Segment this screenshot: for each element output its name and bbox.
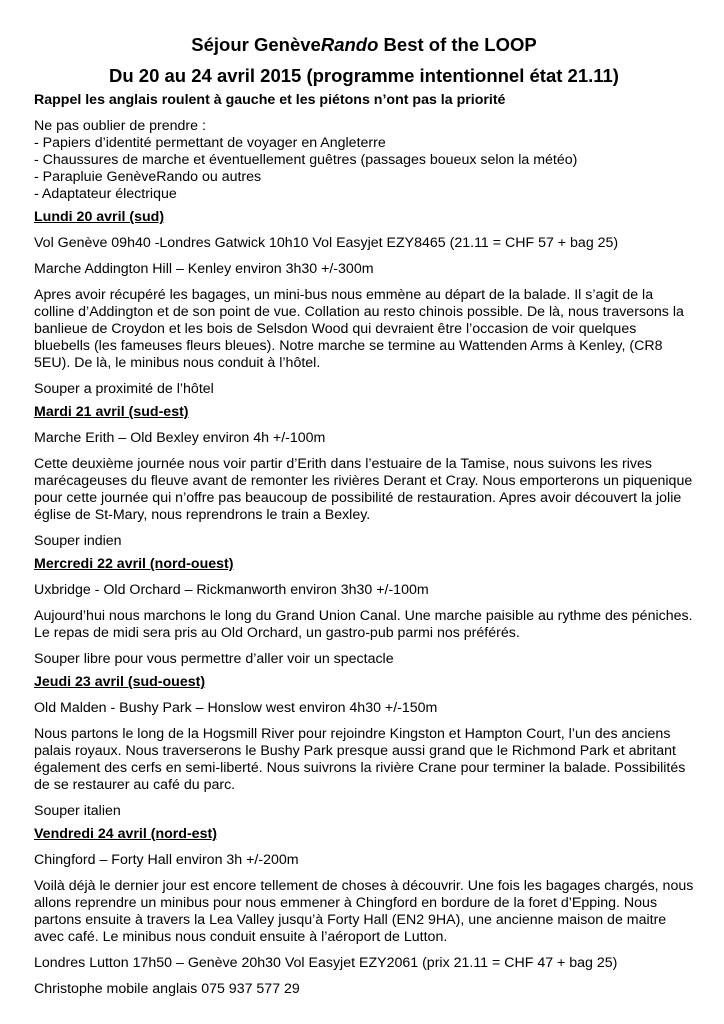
title-prefix: Séjour Genève	[191, 34, 321, 55]
day-description: Voilà déjà le dernier jour est encore tellement de choses à découvrir. Une fois les bagages chargés, nous allons reprendre un minibus pour nous emmener à Chingford en bordure de la foret d’Epping. Nous partons ensuite à travers la Lea Valley jusqu’à Forty Hall (EN2 9HA), une ancienne maison de maitre avec café. Le minibus nous conduit ensuite à l’aéroport de Lutton.	[34, 878, 694, 945]
contact-info: Christophe mobile anglais 075 937 577 29	[34, 981, 300, 997]
hike-info: Old Malden - Bushy Park – Honslow west environ 4h30 +/-150m	[34, 700, 438, 716]
day-description: Cette deuxième journée nous voir partir d’Erith dans l’estuaire de la Tamise, nous suivons les rives marécageuses du fleuve avant de remonter les rivières Derant et Cray. Nous emporterons un piquenique pour cette journée qui n’offre pas beaucoup de possibilité de restauration. Apres avoir découvert la jolie église de St-Mary, nous reprendrons le train a Bexley.	[34, 456, 693, 523]
day-description: Nous partons le long de la Hogsmill River pour rejoindre Kingston et Hampton Court, l’un des anciens palais royaux. Nous traverserons le Bushy Park presque aussi grand que le Richmond Park et abritant également des cerfs en semi-liberté. Nous suivrons la rivière Crane pour terminer la balade. Possibilités de se restaurer au café du parc.	[34, 726, 686, 793]
checklist-intro: Ne pas oublier de prendre :	[34, 118, 206, 134]
title-suffix: Best of the LOOP	[378, 34, 537, 55]
dinner-info: Souper a proximité de l’hôtel	[34, 381, 214, 397]
dinner-info: Souper libre pour vous permettre d’aller voir un spectacle	[34, 651, 394, 667]
day-heading-mercredi: Mercredi 22 avril (nord-ouest)	[34, 556, 234, 572]
document-subtitle: Du 20 au 24 avril 2015 (programme intentionnel état 21.11)	[109, 65, 619, 86]
flight-info: Londres Lutton 17h50 – Genève 20h30 Vol Easyjet EZY2061 (prix 21.11 = CHF 47 + bag 25)	[34, 955, 618, 971]
hike-info: Marche Addington Hill – Kenley environ 3h30 +/-300m	[34, 261, 374, 277]
checklist-item: - Chaussures de marche et éventuellement guêtres (passages boueux selon la météo)	[34, 152, 578, 168]
hike-info: Chingford – Forty Hall environ 3h +/-200m	[34, 852, 299, 868]
day-heading-vendredi: Vendredi 24 avril (nord-est)	[34, 826, 217, 842]
flight-info: Vol Genève 09h40 -Londres Gatwick 10h10 Vol Easyjet EZY8465 (21.11 = CHF 57 + bag 25)	[34, 235, 619, 251]
day-description: Apres avoir récupéré les bagages, un mini-bus nous emmène au départ de la balade. Il s’agit de la colline d’Addington et de son point de vue. Collation au resto chinois possible. De là, nous traversons la banlieue de Croydon et les bois de Selsdon Wood qui devraient être l’occasion de voir quelques bluebells (les fameuses fleurs bleues). Notre marche se termine au Wattenden Arms à Kenley, (CR8 5EU). De là, le minibus nous conduit à l’hôtel.	[34, 287, 684, 371]
document-title	[34, 34, 694, 56]
day-heading-jeudi: Jeudi 23 avril (sud-ouest)	[34, 674, 206, 690]
hike-info: Marche Erith – Old Bexley environ 4h +/-100m	[34, 430, 326, 446]
checklist	[34, 118, 694, 203]
day-heading-lundi: Lundi 20 avril (sud)	[34, 209, 165, 225]
day-description: Aujourd’hui nous marchons le long du Grand Union Canal. Une marche paisible au rythme des péniches. Le repas de midi sera pris au Old Orchard, un gastro-pub parmi nos préférés.	[34, 608, 693, 641]
hike-info: Uxbridge - Old Orchard – Rickmanworth environ 3h30 +/-100m	[34, 582, 429, 598]
checklist-item: - Adaptateur électrique	[34, 186, 177, 202]
checklist-item: - Parapluie GenèveRando ou autres	[34, 169, 262, 185]
dinner-info: Souper italien	[34, 803, 121, 819]
document-page	[34, 30, 694, 998]
title-italic: Rando	[320, 34, 379, 55]
dinner-info: Souper indien	[34, 533, 122, 549]
day-heading-mardi: Mardi 21 avril (sud-est)	[34, 404, 189, 420]
checklist-item: - Papiers d’identité permettant de voyager en Angleterre	[34, 135, 386, 151]
rappel-note: Rappel les anglais roulent à gauche et les piétons n’ont pas la priorité	[34, 92, 506, 108]
